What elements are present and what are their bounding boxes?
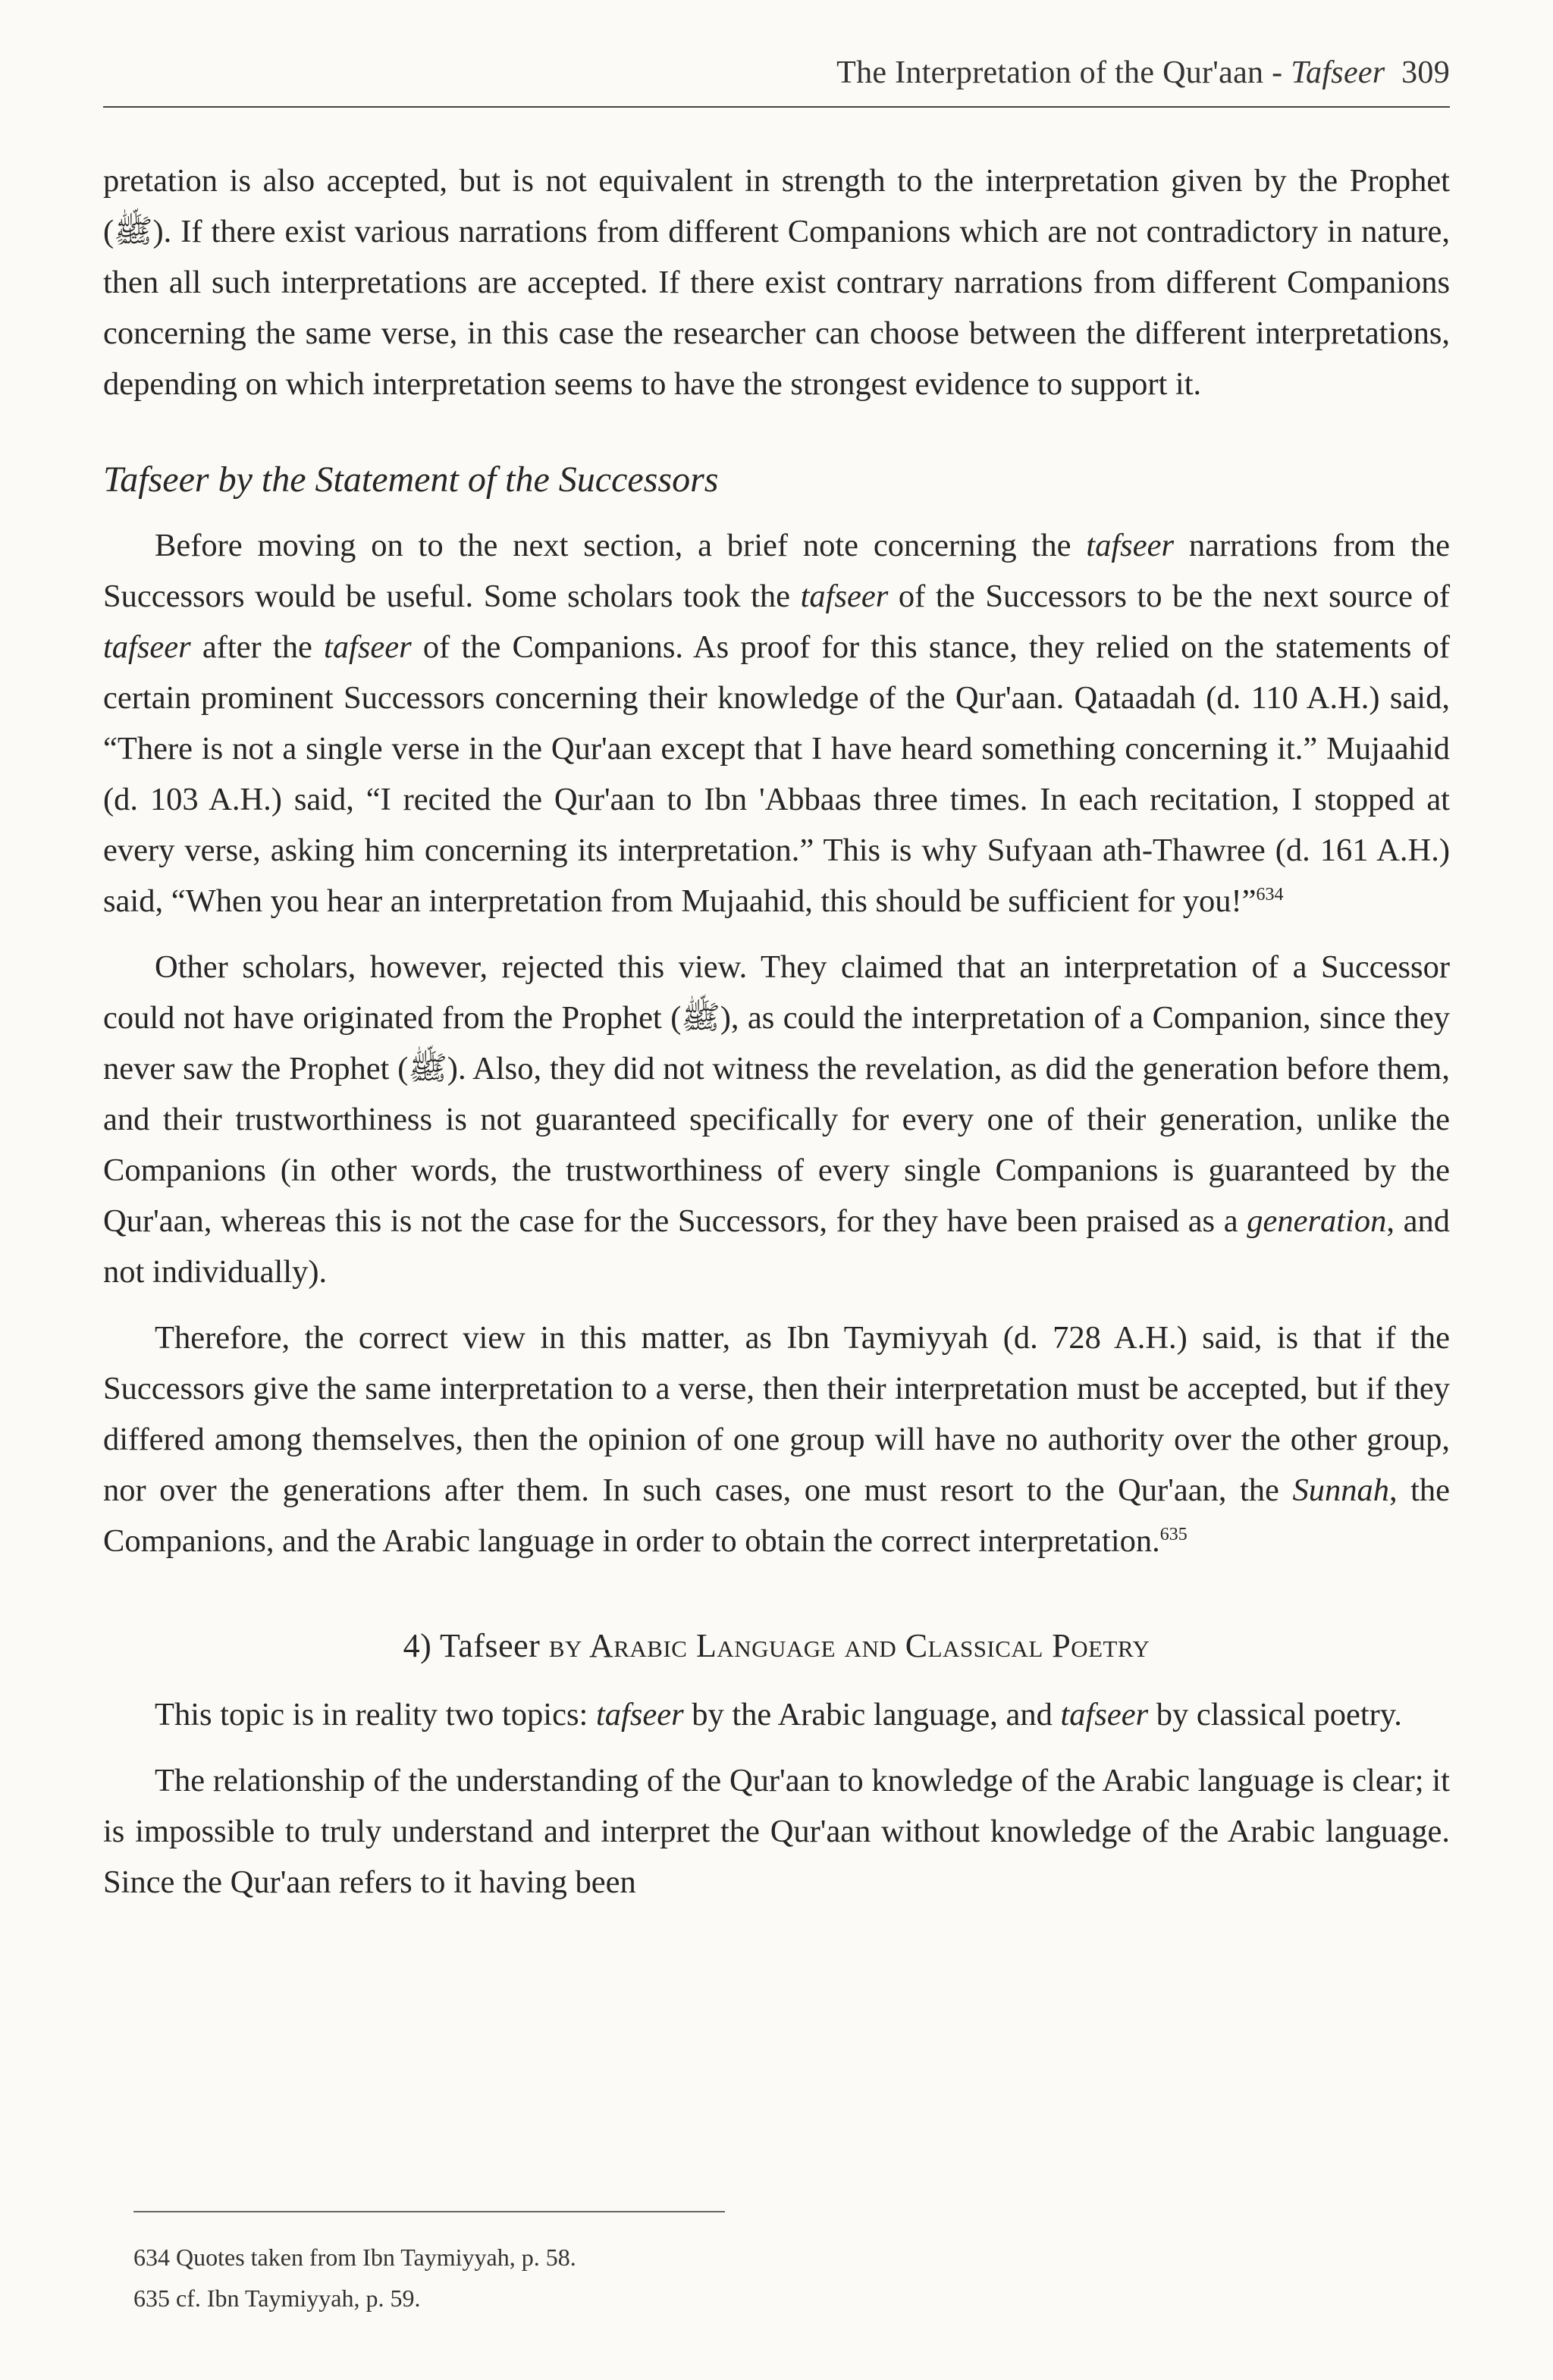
footnote-635: 635 cf. Ibn Taymiyyah, p. 59. [133, 2284, 421, 2312]
body-text [103, 155, 1450, 1923]
paragraph-5: This topic is in reality two topics: tafseer by the Arabic language, and tafseer by classical poetry. [155, 1697, 1402, 1732]
running-title-italic: Tafseer [1291, 55, 1385, 90]
heading-section-4: 4) Tafseer by Arabic Language and Classical Poetry [403, 1627, 1150, 1664]
running-title: The Interpretation of the Qur'aan - [836, 55, 1291, 90]
header-rule [103, 106, 1450, 108]
paragraph-6: The relationship of the understanding of the Qur'aan to knowledge of the Arabic language is clear; it is impossible to truly understand and interpret the Qur'aan without knowledge of the Arabic language. Since the Qur'aan refers to it having been [103, 1763, 1450, 1900]
paragraph-2: Before moving on to the next section, a brief note concerning the tafseer narrations from the Successors would be useful. Some scholars took the tafseer of the Successors to be the next source of tafseer after the tafseer of the Companions. As proof for this stance, they relied on the statements of certain prominent Successors concerning their knowledge of the Qur'aan. Qataadah (d. 110 A.H.) said, “There is not a single verse in the Qur'aan except that I have heard something concerning it.” Mujaahid (d. 103 A.H.) said, “I recited the Qur'aan to Ibn 'Abbaas three times. In each recitation, I stopped at every verse, asking him concerning its interpretation.” This is why Sufyaan ath-Thawree (d. 161 A.H.) said, “When you hear an interpretation from Mujaahid, this should be sufficient for you!”$^{634}$ [103, 528, 1450, 919]
paragraph-4: Therefore, the correct view in this matter, as Ibn Taymiyyah (d. 728 A.H.) said, is that if the Successors give the same interpretation to a verse, then their interpretation must be accepted, but if they differed among themselves, then the opinion of one group will have no authority over the other group, nor over the generations after them. In such cases, one must resort to the Qur'aan, the Sunnah, the Companions, and the Arabic language in order to obtain the correct interpretation.$^{635}$ [103, 1320, 1451, 1559]
footnote-ref-634: 634 [1256, 884, 1284, 905]
footnote-ref-635: 635 [1159, 1524, 1187, 1544]
footnotes [133, 2237, 1423, 2319]
footnote-634: 634 Quotes taken from Ibn Taymiyyah, p. 58. [133, 2244, 576, 2271]
running-header [540, 55, 1450, 91]
paragraph-3: Other scholars, however, rejected this view. They claimed that an interpretation of a Successor could not have originated from the Prophet (ﷺ), as could the interpretation of a Companion, since they never saw the Prophet (ﷺ). Also, they did not witness the revelation, as did the generation before them, and their trustworthiness is not guaranteed specifically for every one of their generation, unlike the Companions (in other words, the trustworthiness of every single Companions is guaranteed by the Qur'aan, whereas this is not the case for the Successors, for they have been praised as a generation, and not individually). [103, 949, 1450, 1290]
heading-successors: Tafseer by the Statement of the Successors [103, 459, 719, 500]
paragraph-1: pretation is also accepted, but is not equivalent in strength to the interpretation given by the Prophet (ﷺ). If there exist various narrations from different Companions which are not contradictory in nature, then all such interpretations are accepted. If there exist contrary narrations from different Companions concerning the same verse, in this case the researcher can choose between the different interpretations, depending on which interpretation seems to have the strongest evidence to support it. [103, 163, 1450, 402]
footnote-rule [133, 2211, 725, 2212]
page-number: 309 [1401, 55, 1450, 90]
